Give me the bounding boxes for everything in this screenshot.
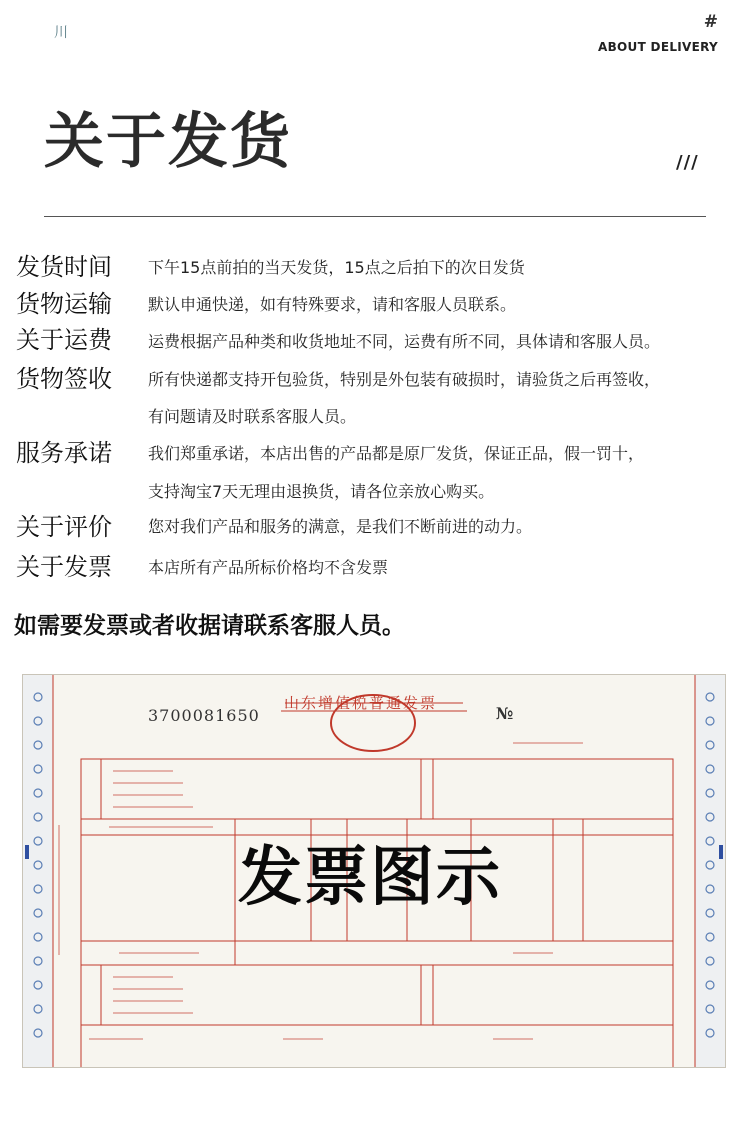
- section-text-shipping-fee: 运费根据产品种类和收货地址不同，运费有所不同，具体请和客服人员。: [148, 332, 661, 351]
- section-label-review: 关于评价: [16, 513, 112, 541]
- section-text-ship-time: 下午15点前拍的当天发货，15点之后拍下的次日发货: [148, 258, 525, 277]
- invoice-title: 山东增值税普通发票: [284, 694, 438, 712]
- subtitle-en: ABOUT DELIVERY: [598, 40, 718, 54]
- section-label-ship-time: 发货时间: [16, 253, 112, 281]
- divider: [44, 216, 706, 217]
- section-label-transport: 货物运输: [16, 290, 112, 318]
- hash-mark: #: [703, 12, 718, 32]
- corner-mark: 川: [54, 25, 69, 41]
- section-text-invoice: 本店所有产品所标价格均不含发票: [148, 558, 389, 577]
- section-text-receipt-2: 有问题请及时联系客服人员。: [148, 407, 357, 426]
- invoice-overlay-caption: 发票图示: [238, 841, 502, 915]
- section-label-receipt: 货物签收: [16, 365, 112, 393]
- decorative-slashes: ///: [676, 152, 699, 173]
- section-label-promise: 服务承诺: [16, 439, 112, 467]
- section-label-shipping-fee: 关于运费: [16, 326, 112, 354]
- section-text-promise-1: 我们郑重承诺，本店出售的产品都是原厂发货，保证正品，假一罚十，: [148, 444, 645, 463]
- section-text-review: 您对我们产品和服务的满意，是我们不断前进的动力。: [148, 517, 533, 536]
- section-text-promise-2: 支持淘宝7天无理由退换货，请各位亲放心购买。: [148, 482, 495, 501]
- page-title: 关于发货: [44, 107, 292, 177]
- invoice-number: 3700081650: [148, 706, 260, 725]
- invoice-no-mark: №: [496, 704, 514, 723]
- section-label-invoice: 关于发票: [16, 553, 112, 581]
- section-text-receipt-1: 所有快递都支持开包验货，特别是外包装有破损时，请验货之后再签收，: [148, 370, 661, 389]
- invoice-note: 如需要发票或者收据请联系客服人员。: [14, 613, 405, 639]
- section-text-transport: 默认申通快递，如有特殊要求，请和客服人员联系。: [148, 295, 517, 314]
